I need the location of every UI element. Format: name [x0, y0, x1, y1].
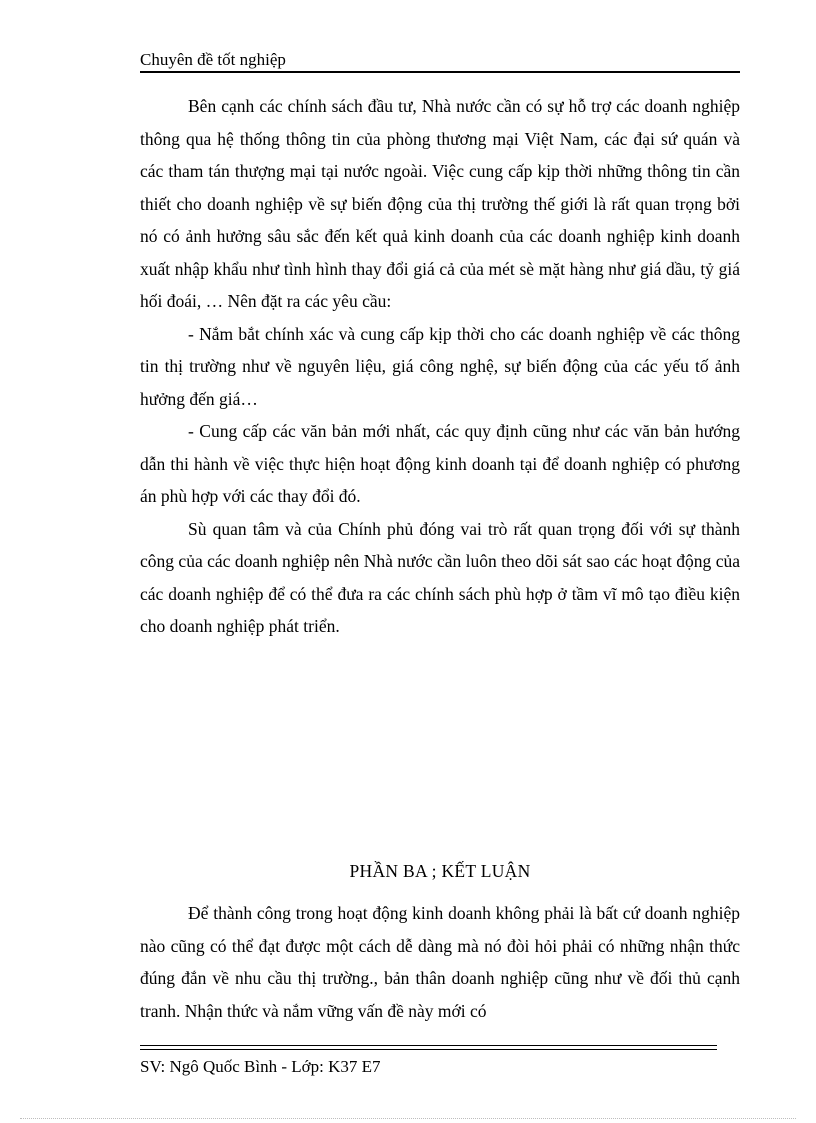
conclusion-text: [140, 897, 740, 1027]
paragraph-market-info: - Nắm bắt chính xác và cung cấp kịp thời cho các doanh nghiệp về các thông tin thị trường như về nguyên liệu, giá công nghệ, sự biến động của các yếu tố ảnh hưởng đến giá…: [140, 323, 740, 409]
section-title: PHẦN BA ; KẾT LUẬN: [349, 861, 531, 881]
paragraph-support: Bên cạnh các chính sách đầu tư, Nhà nước cần có sự hỗ trợ các doanh nghiệp thông qua hệ thống thông tin của phòng thương mại Việt Nam, các đại sứ quán và các tham tán thượng mại tại nước ngoài. Việc cung cấp kịp thời những thông tin cần thiết cho doanh nghiệp về sự biến động của thị trường thế giới là rất quan trọng bởi nó có ảnh hưởng sâu sắc đến kết quả kinh doanh của các doanh nghiệp kinh doanh xuất nhập khẩu như tình hình thay đổi giá cả của mét sè mặt hàng như giá dầu, tỷ giá hối đoái, … Nên đặt ra các yêu cầu:: [140, 96, 740, 311]
header-title: Chuyên đề tốt nghiệp: [140, 50, 286, 69]
paragraph-documents: - Cung cấp các văn bản mới nhất, các quy định cũng như các văn bản hướng dẫn thi hành về việc thực hiện hoạt động kinh doanh tại để doanh nghiệp có phương án phù hợp với các thay đổi đó.: [140, 421, 740, 506]
body-text: [140, 90, 740, 643]
page-edge-divider: [20, 1118, 796, 1119]
footer-rule-bottom: [140, 1049, 717, 1050]
footer-text: SV: Ngô Quốc Bình - Lớp: K37 E7: [140, 1057, 381, 1076]
header-rule: [140, 71, 740, 73]
paragraph-government: Sù quan tâm và của Chính phủ đóng vai trò rất quan trọng đối với sự thành công của các doanh nghiệp nên Nhà nước cần luôn theo dõi sát sao các hoạt động của các doanh nghiệp để có thể đưa ra các chính sách phù hợp ở tầm vĩ mô tạo điều kiện cho doanh nghiệp phát triển.: [140, 518, 740, 636]
footer-rule-top: [140, 1045, 717, 1046]
paragraph-conclusion: Để thành công trong hoạt động kinh doanh không phải là bất cứ doanh nghiệp nào cũng có thể đạt được một cách dễ dàng mà nó đòi hỏi phải có những nhận thức đúng đắn về nhu cầu thị trường., bản thân doanh nghiệp cũng như về đối thủ cạnh tranh. Nhận thức và nắm vững vấn đề này mới có: [140, 903, 740, 1021]
